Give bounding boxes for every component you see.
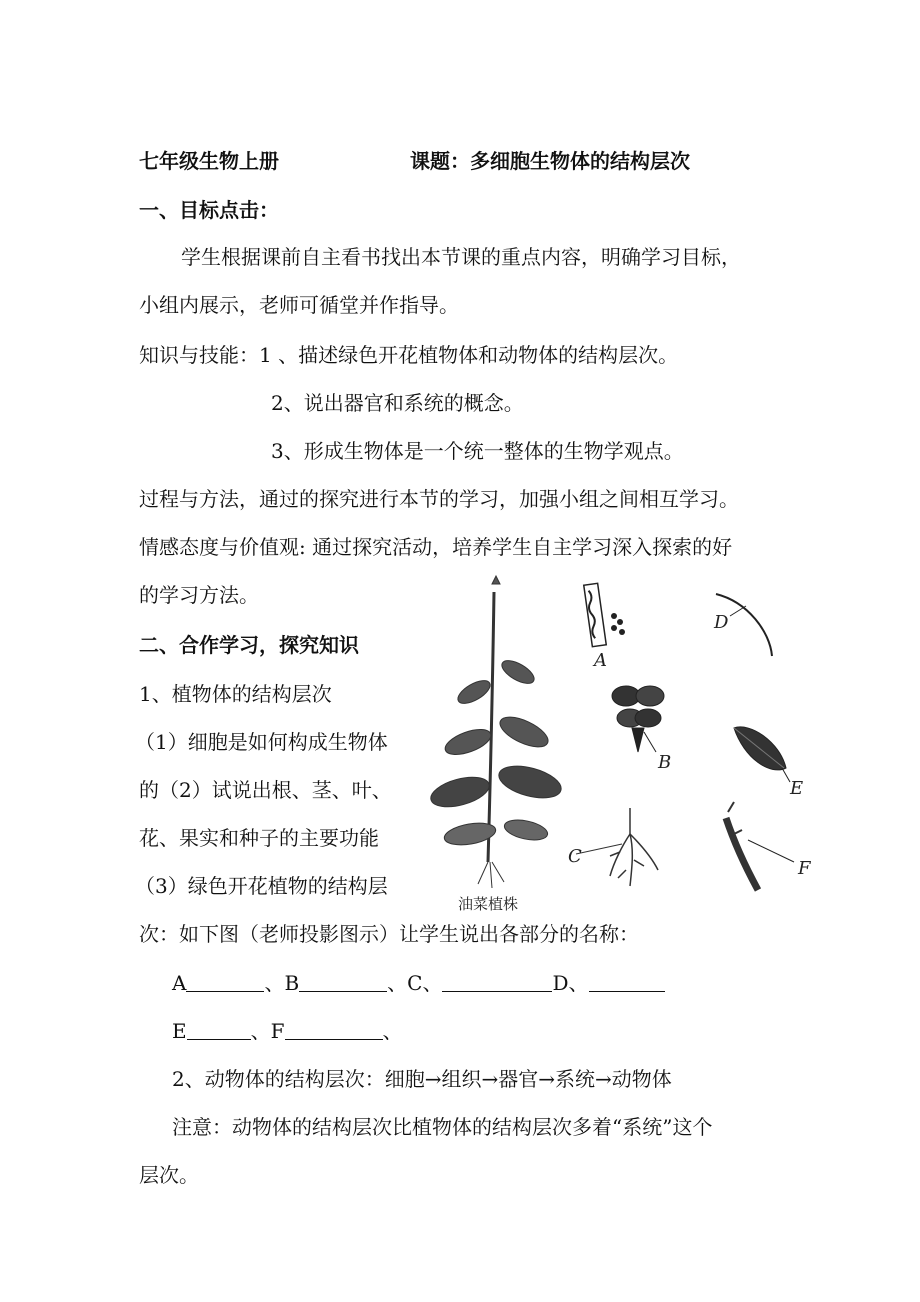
blank-a[interactable] xyxy=(186,971,264,992)
blank-label-a: A xyxy=(172,971,187,995)
blank-d[interactable] xyxy=(589,971,665,992)
blank-label-f: 、F xyxy=(250,1019,285,1043)
label-d: D xyxy=(714,612,729,633)
sub2-title: 2、动物体的结构层次：细胞→组织→器官→系统→动物体 xyxy=(172,1067,672,1091)
blank-label-b: 、B xyxy=(264,971,300,995)
intro-line-2: 小组内展示，老师可循堂并作指导。 xyxy=(139,293,459,317)
header-grade: 七年级生物上册 xyxy=(139,149,279,173)
emotion-line-1: 情感态度与价值观: 通过探究活动，培养学生自主学习深入探索的好 xyxy=(139,535,733,559)
knowledge-2: 2、说出器官和系统的概念。 xyxy=(271,391,524,415)
label-a: A xyxy=(594,650,607,671)
section2-title: 二、合作学习，探究知识 xyxy=(139,633,359,657)
question-line-5: 次：如下图（老师投影图示）让学生说出各部分的名称： xyxy=(139,922,639,946)
blank-label-e: E xyxy=(172,1019,187,1043)
blank-b[interactable] xyxy=(299,971,387,992)
blank-c[interactable] xyxy=(442,971,552,992)
label-c: C xyxy=(568,846,582,867)
section1-title: 一、目标点击： xyxy=(139,198,279,222)
blank-f[interactable] xyxy=(285,1019,383,1040)
organ-c-illustration xyxy=(576,808,658,886)
blank-label-d: D、 xyxy=(552,971,589,995)
label-b: B xyxy=(658,752,672,773)
question-line-4: （3）绿色开花植物的结构层 xyxy=(135,874,388,898)
label-f: F xyxy=(798,858,811,879)
blank-end: 、 xyxy=(382,1019,403,1043)
knowledge-1: 知识与技能：1 、描述绿色开花植物体和动物体的结构层次。 xyxy=(139,343,679,367)
blanks-row-2 xyxy=(172,1017,403,1045)
plant-figure xyxy=(430,572,820,917)
organ-b-illustration xyxy=(612,686,664,752)
rapeseed-plant-illustration xyxy=(430,576,565,888)
blank-e[interactable] xyxy=(187,1019,251,1040)
process-line: 过程与方法，通过的探究进行本节的学习，加强小组之间相互学习。 xyxy=(139,487,739,511)
figure-caption: 油菜植株 xyxy=(458,895,519,913)
intro-line-1: 学生根据课前自主看书找出本节课的重点内容，明确学习目标， xyxy=(181,245,741,269)
organ-e-illustration xyxy=(734,727,790,782)
header-topic: 课题：多细胞生物体的结构层次 xyxy=(410,149,690,173)
question-line-3: 花、果实和种子的主要功能 xyxy=(139,826,379,850)
question-line-1: （1）细胞是如何构成生物体 xyxy=(135,730,388,754)
label-e: E xyxy=(790,778,804,799)
question-line-2: 的（2）试说出根、茎、叶、 xyxy=(139,778,392,802)
emotion-line-2: 的学习方法。 xyxy=(139,583,259,607)
knowledge-3: 3、形成生物体是一个统一整体的生物学观点。 xyxy=(271,439,684,463)
organ-a-illustration xyxy=(584,583,625,646)
note-line-2: 层次。 xyxy=(139,1163,199,1187)
sub1-title: 1、植物体的结构层次 xyxy=(139,682,332,706)
blanks-row-1 xyxy=(172,969,665,997)
organ-f-illustration xyxy=(726,802,794,890)
note-line-1: 注意：动物体的结构层次比植物体的结构层次多着“系统”这个 xyxy=(172,1115,713,1139)
blank-label-c: 、C、 xyxy=(387,971,443,995)
